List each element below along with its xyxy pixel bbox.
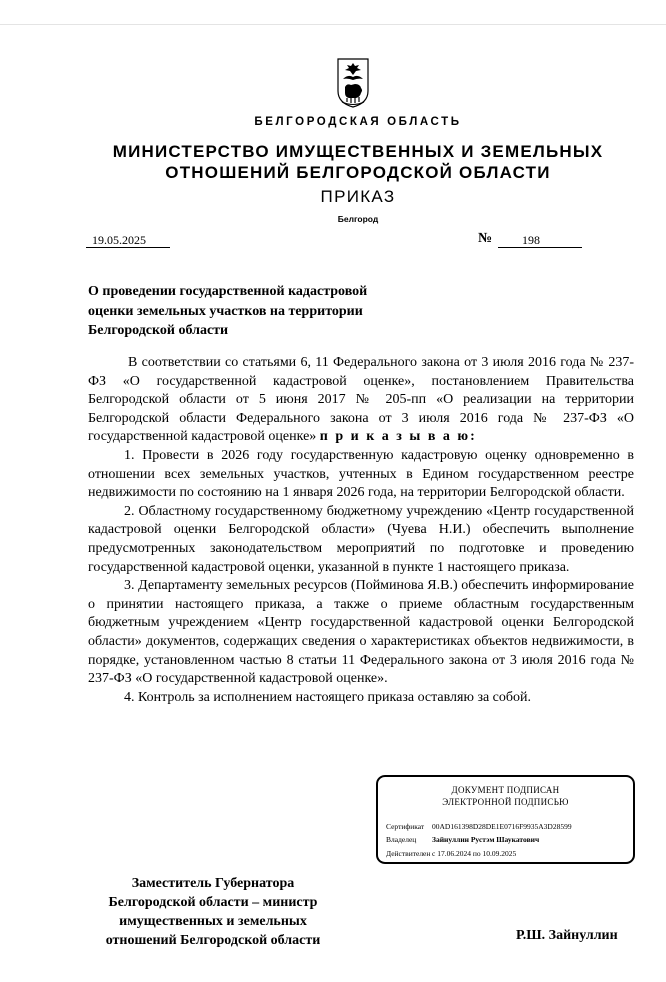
order-word: п р и к а з ы в а ю: bbox=[319, 429, 477, 445]
signatory-position bbox=[88, 874, 338, 950]
paragraph-3: 3. Департаменту земельных ресурсов (Пойминова Я.В.) обеспечить информирование о принятии настоящего приказа, а также о приеме областным государственным бюджетным учреждением «Центр государственной кадастровой оценки Белгородской области» документов, содержащих сведения о характеристиках объектов недвижимости, в порядке, установленном частью 8 статьи 11 Федерального закона от 3 июля 2016 года № 237-ФЗ «О государственной кадастровой оценке». bbox=[88, 578, 634, 687]
stamp-title-2: ЭЛЕКТРОННОЙ ПОДПИСЬЮ bbox=[442, 797, 569, 807]
number-sign: № bbox=[478, 231, 493, 246]
validity-value: с 17.06.2024 по 10.09.2025 bbox=[432, 849, 517, 858]
subject-line-2: оценки земельных участков на территории bbox=[88, 303, 363, 319]
subject-line-1: О проведении государственной кадастровой bbox=[88, 284, 368, 299]
owner-label: Владелец bbox=[386, 835, 417, 844]
stamp-certificate-row bbox=[386, 822, 572, 831]
certificate-value: 00AD161398D28DE1E0716F9935A3D28599 bbox=[432, 822, 572, 831]
ministry-line-1: МИНИСТЕРСТВО ИМУЩЕСТВЕННЫХ И ЗЕМЕЛЬНЫХ bbox=[112, 142, 604, 161]
e-signature-stamp bbox=[376, 775, 635, 864]
intro-text: В соответствии со статьями 6, 11 Федерального закона от 3 июля 2016 года № 237-ФЗ «О государственной кадастровой оценке», постановлением Правительства Белгородской области от 5 июня 2017 № 205-пп «О реализации на территории Белгородской области Федерального закона от 3 июля 2016 года № 237-ФЗ «О государственной кадастровой оценке» bbox=[88, 355, 634, 445]
stamp-title-1: ДОКУМЕНТ ПОДПИСАН bbox=[451, 785, 560, 795]
position-line-3: имущественных и земельных bbox=[119, 914, 307, 929]
order-subject bbox=[88, 282, 428, 341]
page-top-border bbox=[0, 24, 666, 25]
intro-paragraph bbox=[88, 354, 634, 447]
document-type: ПРИКАЗ bbox=[320, 187, 396, 206]
validity-label: Действителен bbox=[386, 849, 431, 858]
order-body bbox=[88, 354, 634, 707]
position-line-4: отношений Белгородской области bbox=[105, 933, 321, 948]
paragraph-4: 4. Контроль за исполнением настоящего приказа оставляю за собой. bbox=[124, 689, 532, 705]
owner-value: Зайнуллин Рустэм Шаукатович bbox=[432, 835, 540, 844]
city-name: Белгород bbox=[337, 214, 379, 224]
stamp-validity-row bbox=[386, 849, 516, 858]
stamp-owner-row bbox=[386, 835, 539, 844]
ministry-line-2: ОТНОШЕНИЙ БЕЛГОРОДСКОЙ ОБЛАСТИ bbox=[165, 163, 551, 182]
position-line-1: Заместитель Губернатора bbox=[131, 876, 295, 891]
order-date: 19.05.2025 bbox=[86, 233, 170, 248]
subject-line-3: Белгородской области bbox=[88, 323, 229, 338]
paragraph-2: 2. Областному государственному бюджетному учреждению «Центр государственной кадастровой оценки Белгородской области» (Чуева Н.И.) обеспечить выполнение предусмотренных законодательством мероприятий по подготовке и проведению государственной кадастровой оценки, указанной в пункте 1 настоящего приказа. bbox=[88, 503, 634, 575]
region-name: БЕЛГОРОДСКАЯ ОБЛАСТЬ bbox=[254, 116, 462, 128]
signatory-name: Р.Ш. Зайнуллин bbox=[516, 928, 618, 943]
certificate-label: Сертификат bbox=[386, 822, 425, 831]
order-number: 198 bbox=[498, 233, 582, 248]
paragraph-1: 1. Провести в 2026 году государственную кадастровую оценку одновременно в отношении всех земельных участков, учтенных в Едином государственном реестре недвижимости по состоянию на 1 января 2026 года, на территории Белгородской области. bbox=[88, 447, 634, 501]
coat-of-arms-icon bbox=[336, 57, 370, 109]
position-line-2: Белгородской области – министр bbox=[108, 895, 318, 910]
ministry-name bbox=[0, 141, 666, 183]
